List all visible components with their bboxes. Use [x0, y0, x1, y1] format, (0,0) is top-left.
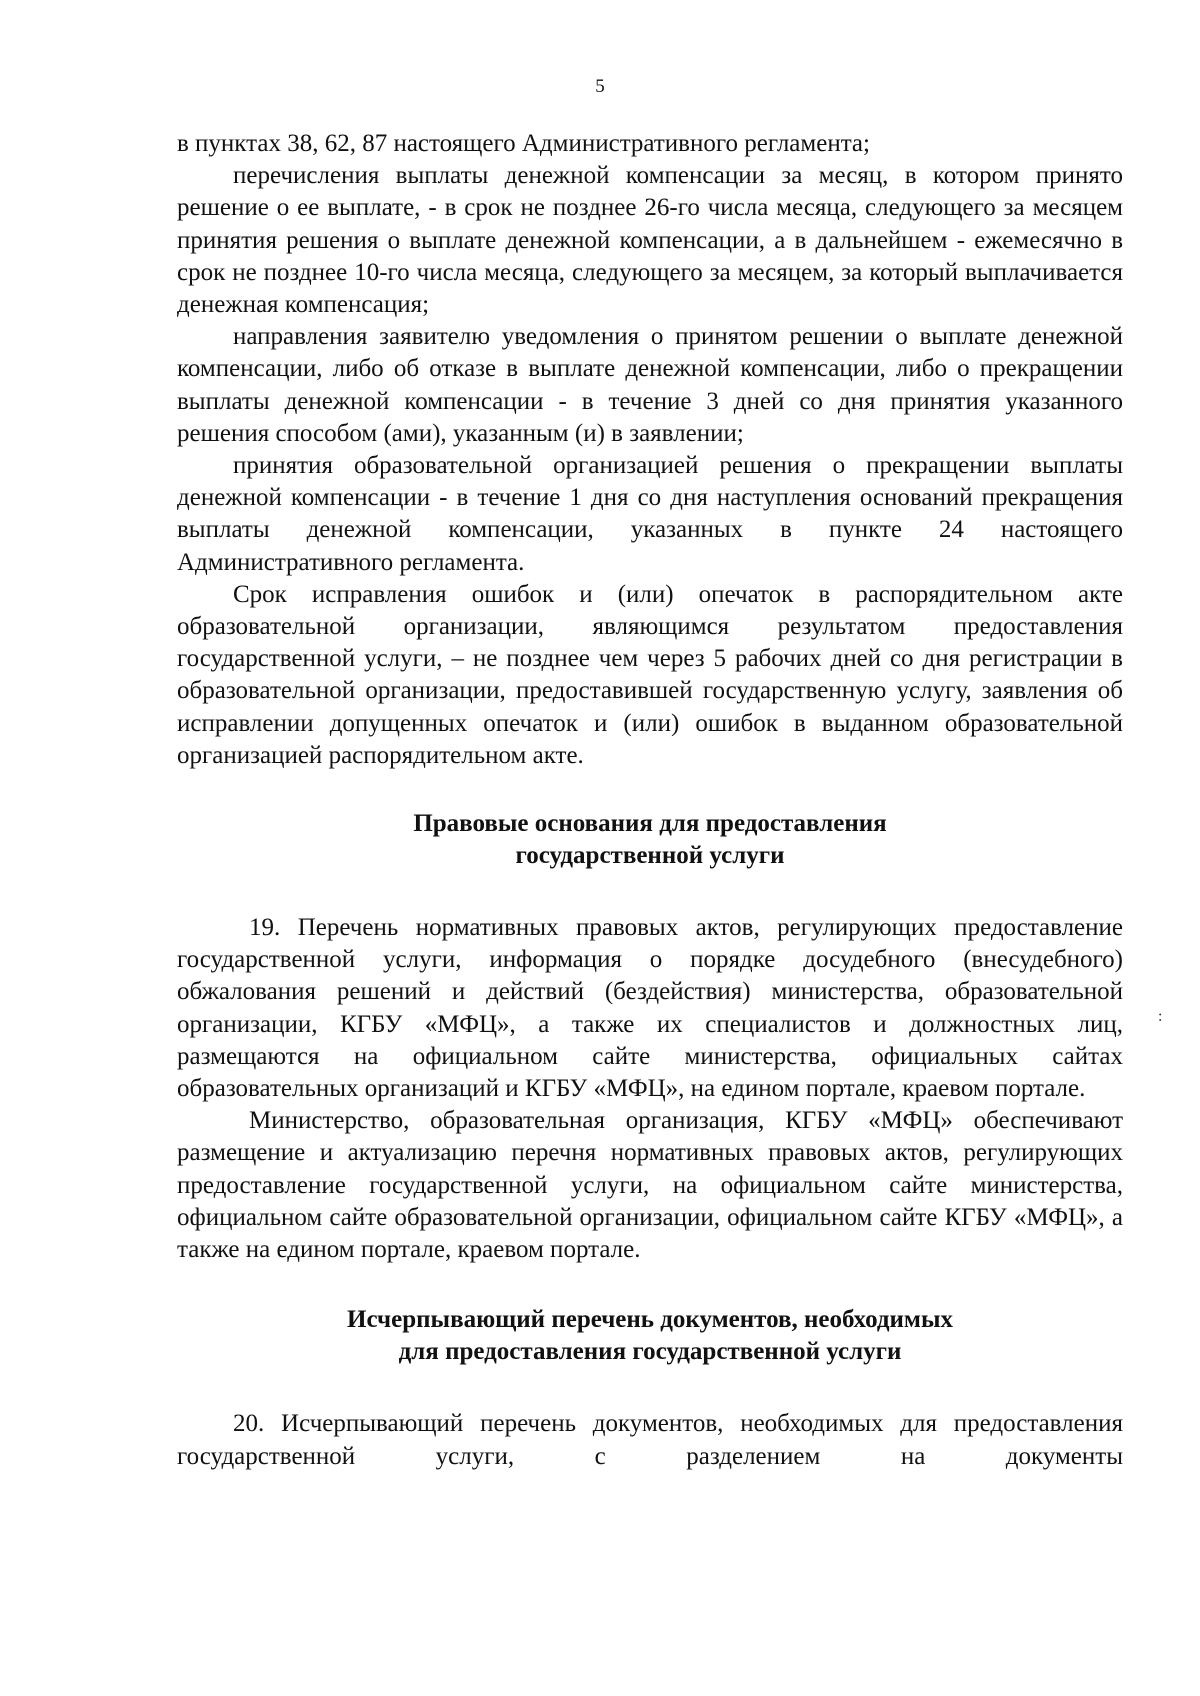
heading-line: Исчерпывающий перечень документов, необходимых	[347, 1306, 953, 1334]
paragraph-payment-transfer: перечисления выплаты денежной компенсации за месяц, в котором принято решение о ее выплате, - в срок не позднее 26-го числа месяца, следующего за месяцем принятия решения о выплате денежной компенсации, а в дальнейшем - ежемесячно в срок не позднее 10-го числа месяца, следующего за месяцем, за который выплачивается денежная компенсация;	[177, 162, 1123, 319]
section-heading-legal-basis	[177, 808, 1123, 872]
page-number: 5	[595, 76, 605, 97]
paragraph-notification: направления заявителю уведомления о принятом решении о выплате денежной компенсации, либо об отказе в выплате денежной компенсации, либо о прекращении выплаты денежной компенсации - в течение 3 дней со дня принятия указанного решения способом (ами), указанным (и) в заявлении;	[177, 323, 1123, 447]
heading-line: государственной услуги	[515, 842, 785, 870]
margin-mark: :	[1158, 1008, 1163, 1025]
paragraph-20-documents: 20. Исчерпывающий перечень документов, необходимых для предоставления государственной услуги, с разделением на документы	[177, 1410, 1123, 1470]
paragraph-continuation: в пунктах 38, 62, 87 настоящего Административного регламента;	[177, 130, 870, 157]
paragraph-error-correction: Срок исправления ошибок и (или) опечаток в распорядительном акте образовательной организации, являющимся результатом предоставления государственной услуги, – не позднее чем через 5 рабочих дней со дня регистрации в образовательной организации, предоставившей государственную услугу, заявления об исправлении допущенных опечаток и (или) ошибок в выданном образовательной организацией распорядительном акте.	[177, 580, 1123, 769]
paragraph-termination-decision: принятия образовательной организацией решения о прекращении выплаты денежной компенсации - в течение 1 дня со дня наступления оснований прекращения выплаты денежной компенсации, указанных в пункте 24 настоящего Административного регламента.	[177, 452, 1123, 576]
heading-line: Правовые основания для предоставления	[413, 810, 887, 838]
page-body	[177, 128, 1123, 1473]
paragraph-legal-acts-publication: Министерство, образовательная организация, КГБУ «МФЦ» обеспечивают размещение и актуализацию перечня нормативных правовых актов, регулирующих предоставление государственной услуги, на официальном сайте министерства, официальном сайте образовательной организации, официальном сайте КГБУ «МФЦ», а также на едином портале, краевом портале.	[177, 1107, 1123, 1264]
heading-line: для предоставления государственной услуги	[398, 1338, 902, 1366]
paragraph-19-legal-acts: 19. Перечень нормативных правовых актов, регулирующих предоставление государственной услуги, информация о порядке досудебного (внесудебного) обжалования решений и действий (бездействия) министерства, образовательной организации, КГБУ «МФЦ», а также их специалистов и должностных лиц, размещаются на официальном сайте министерства, официальных сайтах образовательных организаций и КГБУ «МФЦ», на едином портале, краевом портале.	[177, 914, 1123, 1103]
section-heading-documents-list	[177, 1304, 1123, 1368]
